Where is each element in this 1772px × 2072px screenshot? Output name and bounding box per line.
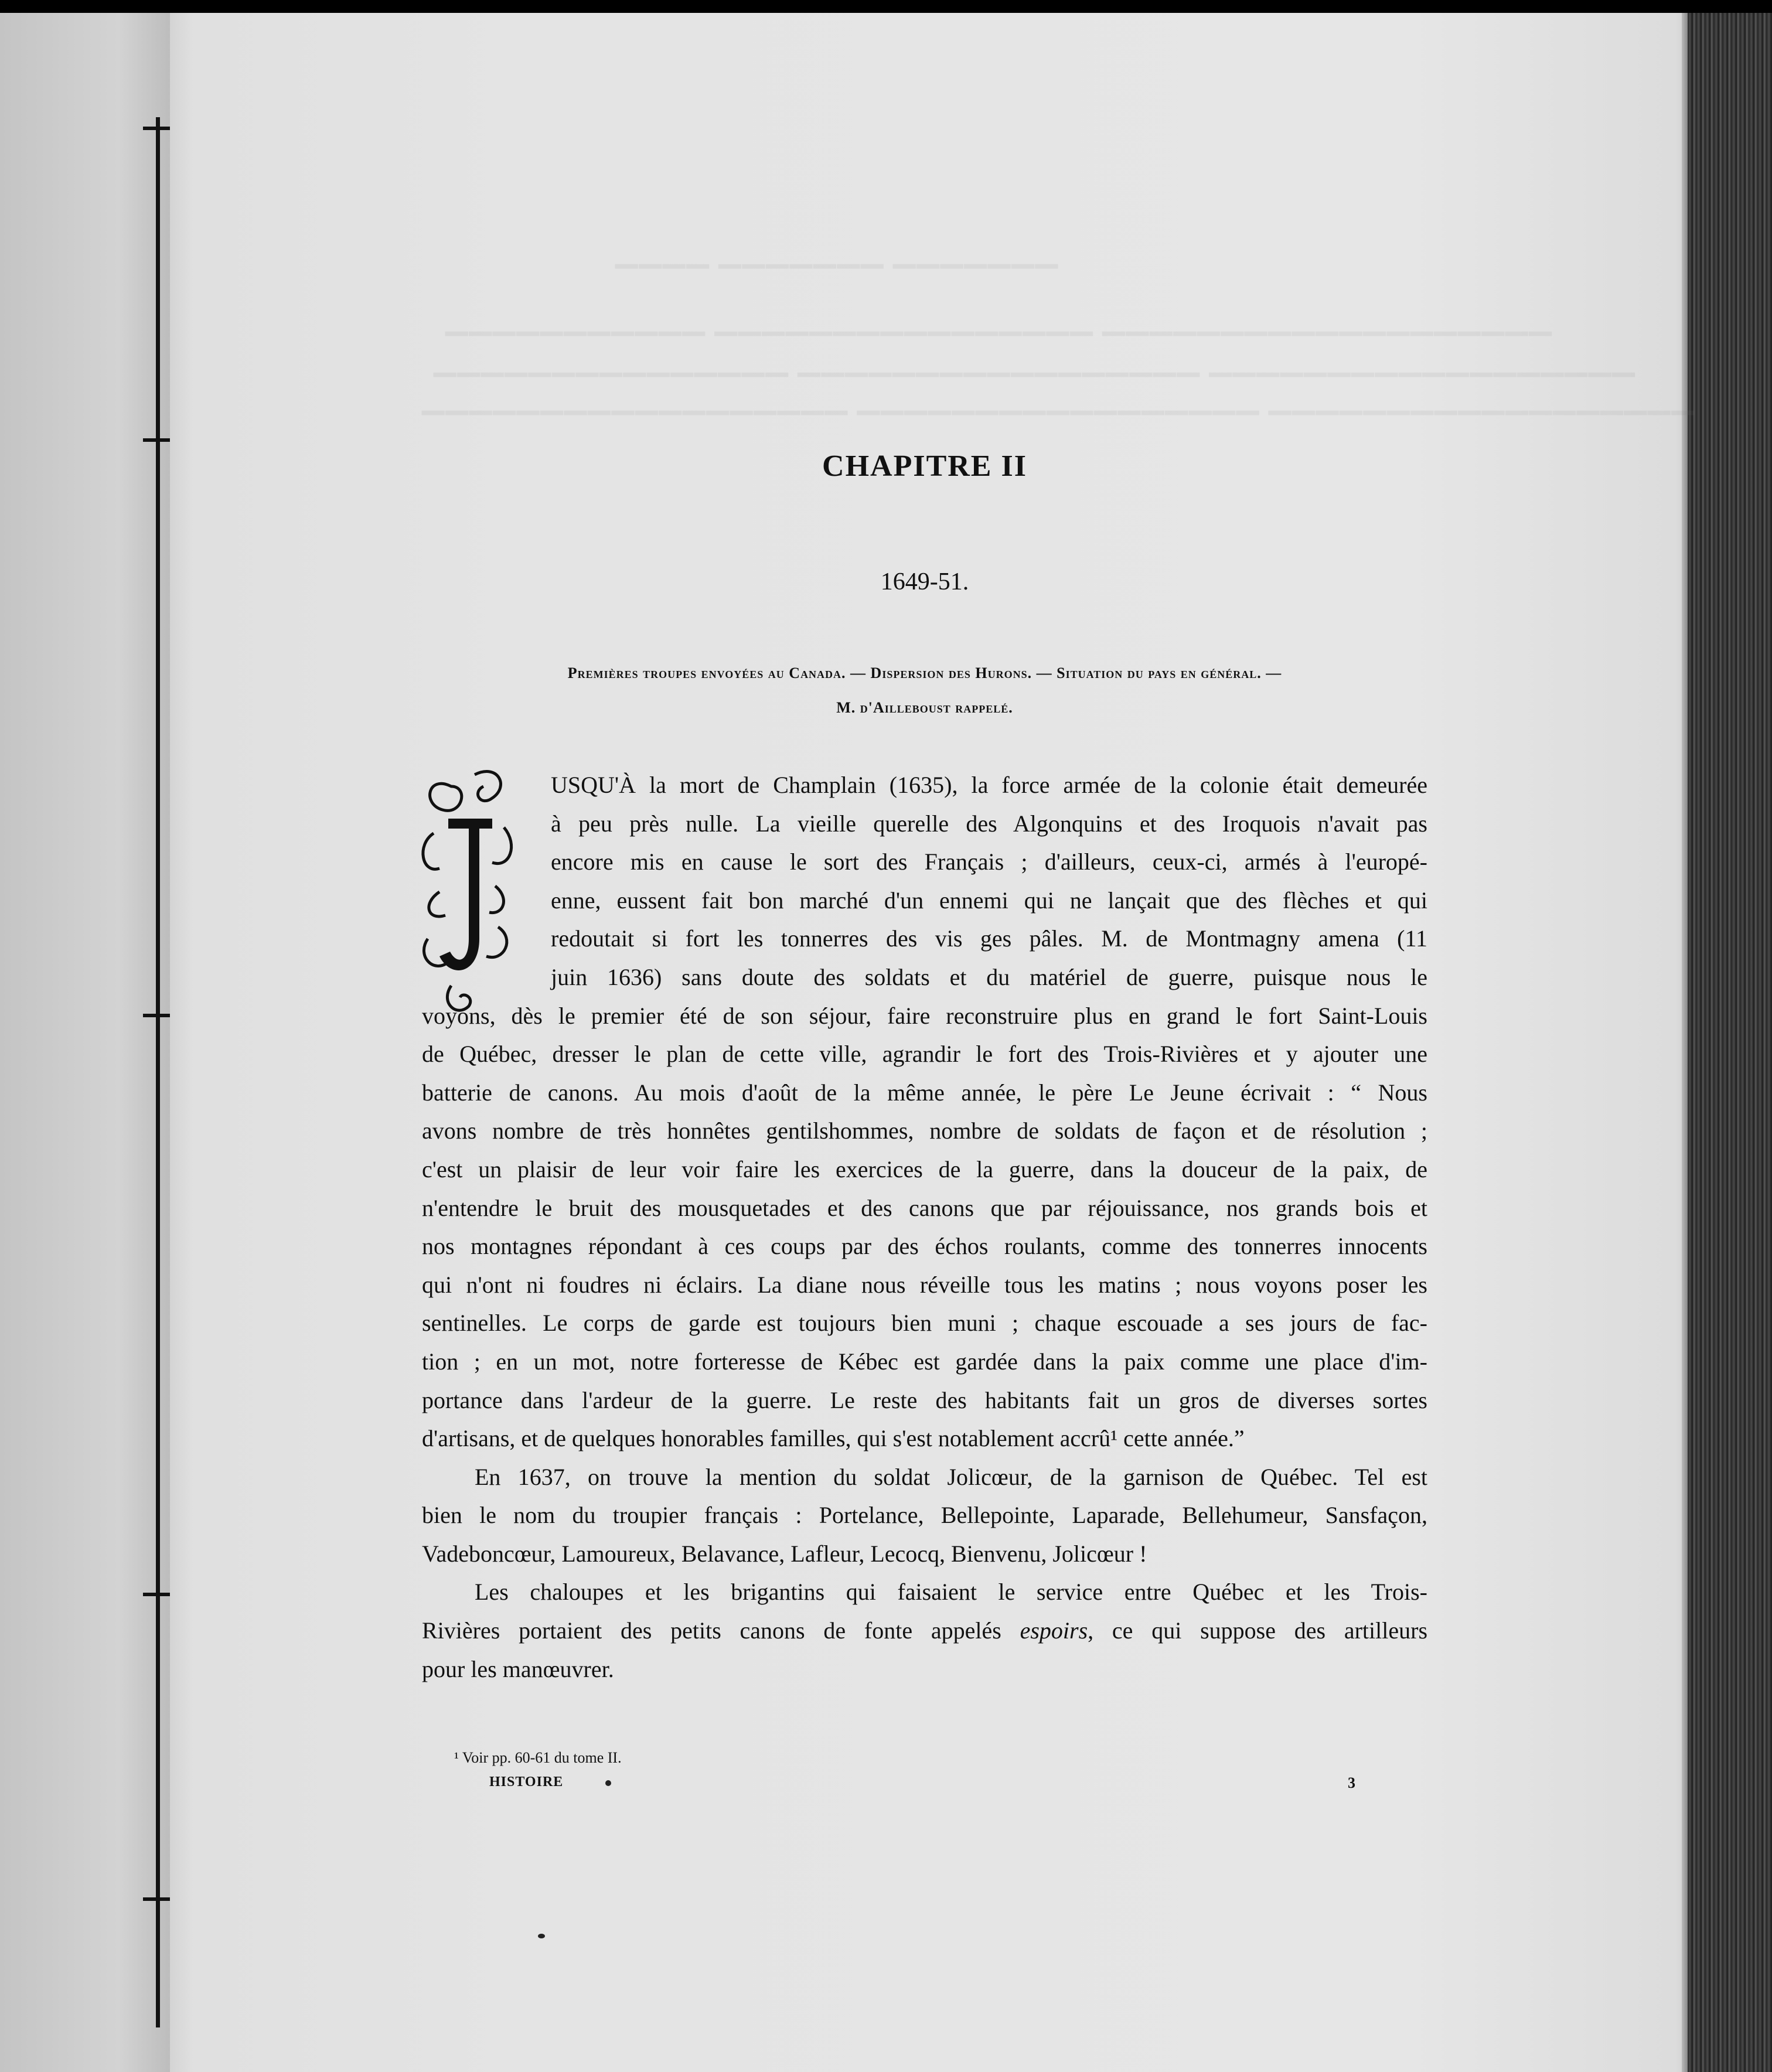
paragraph — [422, 1458, 1427, 1573]
decorated-initial-icon — [416, 763, 516, 1021]
text-line: avons nombre de très honnêtes gentilshommes, nombre de soldats de façon et de résolution ; — [422, 1117, 1427, 1144]
text-line: Rivières portaient des petits canons de fonte appelés espoirs, ce qui suppose des artilleurs — [422, 1617, 1428, 1644]
summary-line: M. d'Ailleboust rappelé. — [836, 699, 1013, 716]
paragraph — [422, 766, 1427, 1458]
text-line: pour les manœuvrer. — [422, 1655, 614, 1682]
text-line: de Québec, dresser le plan de cette ville, agrandir le fort des Trois-Rivières et y ajouter une — [422, 1041, 1427, 1068]
page-number: 3 — [1348, 1774, 1355, 1791]
text-line: encore mis en cause le sort des Français ; d'ailleurs, ceux-ci, armés à l'europé- — [551, 848, 1427, 875]
footnote: ¹ Voir pp. 60-61 du tome II. — [454, 1749, 622, 1766]
italic-term: espoirs — [1020, 1617, 1088, 1644]
show-through-text: ▁▁▁▁ ▁▁▁▁▁▁▁ ▁▁▁▁▁▁▁ — [615, 235, 1059, 268]
text-line: bien le nom du troupier français : Portelance, Bellepointe, Laparade, Bellehumeur, Sansfaçon, — [422, 1502, 1427, 1529]
binding-tick — [143, 438, 170, 442]
text-line: En 1637, on trouve la mention du soldat Jolicœur, de la garnison de Québec. Tel est — [475, 1463, 1427, 1490]
show-through-text: ▁▁▁▁▁▁▁▁▁▁▁ ▁▁▁▁▁▁▁▁▁▁▁▁▁▁▁▁ ▁▁▁▁▁▁▁▁▁▁▁▁▁▁▁▁▁▁▁ — [445, 302, 1553, 335]
binding-tick — [143, 1897, 170, 1901]
text-line: c'est un plaisir de leur voir faire les exercices de la guerre, dans la douceur de la paix, de — [422, 1156, 1427, 1182]
chapter-title: CHAPITRE II — [822, 449, 1027, 483]
text-line: qui n'ont ni foudres ni éclairs. La diane nous réveille tous les matins ; nous voyons poser les — [422, 1271, 1427, 1298]
print-speck — [538, 1934, 545, 1938]
text-line: voyons, dès le premier été de son séjour, faire reconstruire plus en grand le fort Saint-Louis — [422, 1002, 1427, 1029]
binding-tick — [143, 1593, 170, 1596]
body-text — [422, 766, 1427, 1688]
text-line: n'entendre le bruit des mousquetades et des canons que par réjouissance, nos grands bois et — [422, 1194, 1427, 1221]
page-stack-edge — [1688, 13, 1772, 2072]
binding-tick — [143, 1014, 170, 1017]
text-line: nos montagnes répondant à ces coups par des échos roulants, comme des tonnerres innocents — [422, 1233, 1427, 1260]
binding-tick — [143, 127, 170, 130]
left-page-edge — [0, 13, 170, 2072]
text-line: batterie de canons. Au mois d'août de la même année, le père Le Jeune écrivait : “ Nous — [422, 1079, 1427, 1106]
text-line: Les chaloupes et les brigantins qui faisaient le service entre Québec et les Trois- — [475, 1579, 1427, 1606]
text-line: à peu près nulle. La vieille querelle des Algonquins et des Iroquois n'avait pas — [551, 810, 1427, 837]
binding-thread — [156, 117, 160, 2027]
text-line: enne, eussent fait bon marché d'un ennemi qui ne lançait que des flèches et qui — [551, 887, 1427, 914]
text-line: tion ; en un mot, notre forteresse de Kébec est gardée dans la paix comme une place d'im- — [422, 1348, 1427, 1375]
text-line: sentinelles. Le corps de garde est toujours bien muni ; chaque escouade a ses jours de fac- — [422, 1310, 1427, 1337]
chapter-date: 1649-51. — [880, 568, 969, 595]
chapter-summary — [422, 656, 1427, 725]
show-through-text: ▁▁▁▁▁▁▁▁▁▁▁▁▁▁▁ ▁▁▁▁▁▁▁▁▁▁▁▁▁▁▁▁▁ ▁▁▁▁▁▁▁▁▁▁▁▁▁▁▁▁▁▁ — [434, 343, 1636, 376]
text-line: d'artisans, et de quelques honorables familles, qui s'est notablement accrû¹ cette année.” — [422, 1425, 1245, 1452]
show-through-text: ▁▁▁▁▁▁▁▁▁▁▁▁▁▁▁▁▁▁ ▁▁▁▁▁▁▁▁▁▁▁▁▁▁▁▁▁ ▁▁▁▁▁▁▁▁▁▁▁▁▁▁▁▁▁▁ — [422, 381, 1695, 414]
print-dot — [605, 1780, 611, 1786]
signature-mark: HISTOIRE — [489, 1774, 564, 1790]
summary-line: Premières troupes envoyées au Canada. — Dispersion des Hurons. — Situation du pays en général. — — [567, 664, 1282, 681]
text-line: redoutait si fort les tonnerres des vis ges pâles. M. de Montmagny amena (11 — [551, 925, 1427, 952]
text-line: portance dans l'ardeur de la guerre. Le reste des habitants fait un gros de diverses sortes — [422, 1386, 1427, 1413]
page-content — [422, 451, 1427, 1688]
text-line: Vadeboncœur, Lamoureux, Belavance, Lafleur, Lecocq, Bienvenu, Jolicœur ! — [422, 1540, 1147, 1567]
text-line: juin 1636) sans doute des soldats et du matériel de guerre, puisque nous le — [551, 963, 1427, 990]
text-line: USQU'À la mort de Champlain (1635), la force armée de la colonie était demeurée — [551, 772, 1427, 798]
paragraph — [422, 1573, 1427, 1688]
